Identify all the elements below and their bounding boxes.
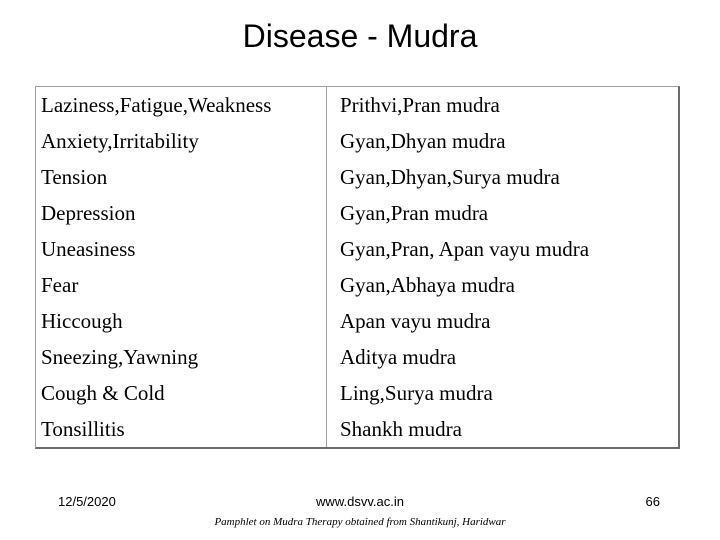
mudra-cell: Shankh mudra [327, 411, 679, 447]
table-row [36, 195, 678, 231]
mudra-cell: Gyan,Pran, Apan vayu mudra [327, 231, 679, 267]
table-row [36, 267, 678, 303]
mudra-cell: Gyan,Dhyan mudra [327, 123, 679, 159]
mudra-cell: Gyan,Dhyan,Surya mudra [327, 159, 679, 195]
mudra-cell: Gyan,Pran mudra [327, 195, 679, 231]
disease-cell: Hiccough [41, 308, 123, 333]
table-row [36, 303, 678, 339]
table-row [36, 159, 678, 195]
mudra-cell: Ling,Surya mudra [327, 375, 679, 411]
disease-cell: Tonsillitis [41, 416, 125, 441]
table-row [36, 339, 678, 375]
disease-cell: Uneasiness [41, 236, 136, 261]
table-row [36, 375, 678, 411]
footer-note: Pamphlet on Mudra Therapy obtained from Shantikunj, Haridwar [214, 516, 506, 528]
mudra-cell: Apan vayu mudra [327, 303, 679, 339]
footer-url: www.dsvv.ac.in [316, 494, 404, 509]
mudra-cell: Aditya mudra [327, 339, 679, 375]
page-number: 66 [645, 494, 660, 509]
disease-cell: Laziness,Fatigue,Weakness [41, 92, 272, 117]
table-row [36, 411, 678, 447]
mudra-cell: Gyan,Abhaya mudra [327, 267, 679, 303]
page-title: Disease - Mudra [242, 18, 478, 54]
disease-cell: Depression [41, 200, 136, 225]
disease-mudra-table [35, 86, 680, 449]
table-row [36, 87, 678, 123]
disease-cell: Sneezing,Yawning [41, 344, 199, 369]
table-row [36, 123, 678, 159]
disease-cell: Tension [41, 164, 108, 189]
disease-cell: Fear [41, 272, 79, 297]
footer-date: 12/5/2020 [58, 494, 116, 509]
disease-cell: Cough & Cold [41, 380, 165, 405]
table-row [36, 231, 678, 267]
mudra-cell: Prithvi,Pran mudra [327, 87, 679, 123]
disease-cell: Anxiety,Irritability [41, 128, 199, 153]
